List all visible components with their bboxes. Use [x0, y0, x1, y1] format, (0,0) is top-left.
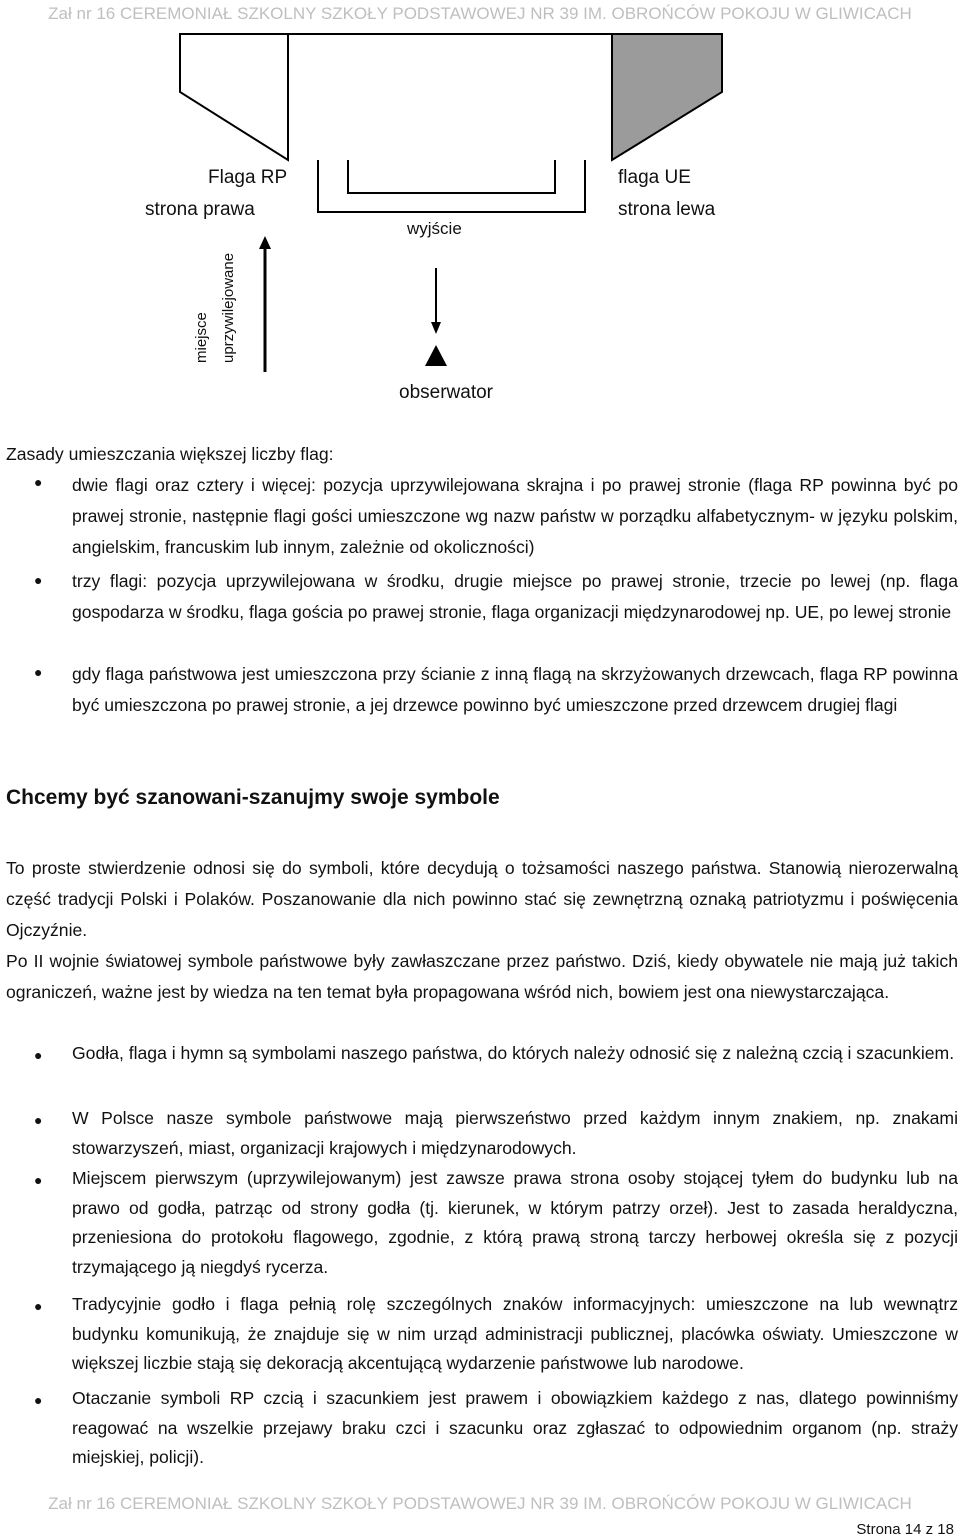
exit-outline-outer — [318, 160, 585, 212]
section2-heading: Chcemy być szanowani-szanujmy swoje symbole — [6, 786, 500, 809]
up-arrow — [259, 236, 271, 372]
place-label-2: uprzywilejowane — [220, 252, 237, 363]
section2-paragraph-1: To proste stwierdzenie odnosi się do symboli, które decydują o tożsamości naszego państwa. Stanowią nierozerwalną część tradycji Polski i Polaków. Poszanowanie dla nich powinno stać się zewnętrzną oznaką patriotyzmu i poświęcenia Ojczyźnie. — [6, 858, 958, 940]
section2-bullet-4: Tradycyjnie godło i flaga pełnią rolę szczególnych znaków informacyjnych: umieszczone na lub wewnątrz budynku komunikują, że znajduje się w nim urząd administracji publicznej, placówka oświaty. Umieszczone w większej liczbie stają się dekoracją akcentującą wydarzenie państwowe lub narodowe. — [72, 1294, 958, 1373]
left-wall-trapezoid — [180, 34, 288, 160]
place-label-1: miejsce — [193, 312, 210, 363]
bullet-icon: ● — [34, 474, 43, 490]
observer-label: obserwator — [399, 382, 493, 403]
bullet-icon: ● — [34, 1172, 43, 1188]
down-arrow — [431, 268, 441, 334]
section2-bullet-5: Otaczanie symboli RP czcią i szacunkiem jest prawem i obowiązkiem każdego z nas, dlatego powinniśmy reagować na wszelkie przejawy braku czci i szacunku oraz zgłaszać to odpowiednim organom (np. straży miejskiej, policji). — [72, 1388, 958, 1467]
flag-rp-label: Flaga RP — [208, 167, 288, 188]
page-header: Zał nr 16 CEREMONIAŁ SZKOLNY SZKOŁY PODSTAWOWEJ NR 39 IM. OBROŃCÓW POKOJU W GLIWICACH — [48, 4, 912, 23]
section2-bullet-1: Godła, flaga i hymn są symbolami naszego państwa, do których należy odnosić się z należną czcią i szacunkiem. — [72, 1043, 955, 1063]
room-diagram — [0, 0, 960, 420]
exit-label: wyjście — [407, 219, 462, 238]
section1-title: Zasady umieszczania większej liczby flag: — [6, 444, 334, 464]
bullet-icon: ● — [34, 1392, 43, 1408]
observer-triangle — [425, 345, 447, 366]
exit-outline-inner — [348, 160, 555, 193]
section1-bullet-1: dwie flagi oraz cztery i więcej: pozycja uprzywilejowana skrajna i po prawej stronie (flaga RP powinna być po prawej stronie, następnie flagi gości umieszczone wg nazw państw w porządku alfabetycznym- w języku polskim, angielskim, francuskim lub innym, zależnie od okoliczności) — [72, 475, 958, 557]
bullet-icon: ● — [34, 572, 43, 588]
bullet-icon: ● — [34, 1047, 43, 1063]
bullet-icon: ● — [34, 1112, 43, 1128]
page-footer: Zał nr 16 CEREMONIAŁ SZKOLNY SZKOŁY PODSTAWOWEJ NR 39 IM. OBROŃCÓW POKOJU W GLIWICACH — [48, 1494, 912, 1513]
right-side-label: strona prawa — [145, 199, 255, 220]
section1-bullet-2: trzy flagi: pozycja uprzywilejowana w środku, drugie miejsce po prawej stronie, trzecie po lewej (np. flaga gospodarza w środku, flaga gościa po prawej stronie, flaga organizacji międzynarodowej np. UE, po lewej stronie — [72, 571, 958, 622]
right-wall-trapezoid — [612, 34, 722, 160]
bullet-icon: ● — [34, 1298, 43, 1314]
page-number: Strona 14 z 18 — [856, 1521, 954, 1538]
section2-paragraph-2: Po II wojnie światowej symbole państwowe były zawłaszczane przez państwo. Dziś, kiedy obywatele nie mają już takich ograniczeń, ważne jest by wiedza na ten temat była propagowana wśród nich, bowiem jest ona niewystarczająca. — [6, 951, 958, 1002]
section2-bullet-2: W Polsce nasze symbole państwowe mają pierwszeństwo przed każdym innym znakiem, np. znakami stowarzyszeń, miast, organizacji krajowych i międzynarodowych. — [72, 1108, 958, 1158]
bullet-icon: ● — [34, 664, 43, 680]
flag-ue-label: flaga UE — [618, 167, 691, 188]
left-side-label: strona lewa — [618, 199, 716, 220]
section2-bullet-3: Miejscem pierwszym (uprzywilejowanym) jest zawsze prawa strona osoby stojącej tyłem do budynku lub na prawo od godła, patrząc od strony godła (tj. kierunek, w którym patrzy orzeł). Jest to zasada heraldyczna, przeniesiona do protokołu flagowego, zgodnie, z którą prawą stroną tarczy herbowej określa się z pozycji trzymającego ją niegdyś rycerza. — [72, 1168, 958, 1277]
section1-bullet-3: gdy flaga państwowa jest umieszczona przy ścianie z inną flagą na skrzyżowanych drzewcach, flaga RP powinna być umieszczona po prawej stronie, a jej drzewce powinno być umieszczone przed drzewcem drugiej flagi — [72, 664, 958, 715]
